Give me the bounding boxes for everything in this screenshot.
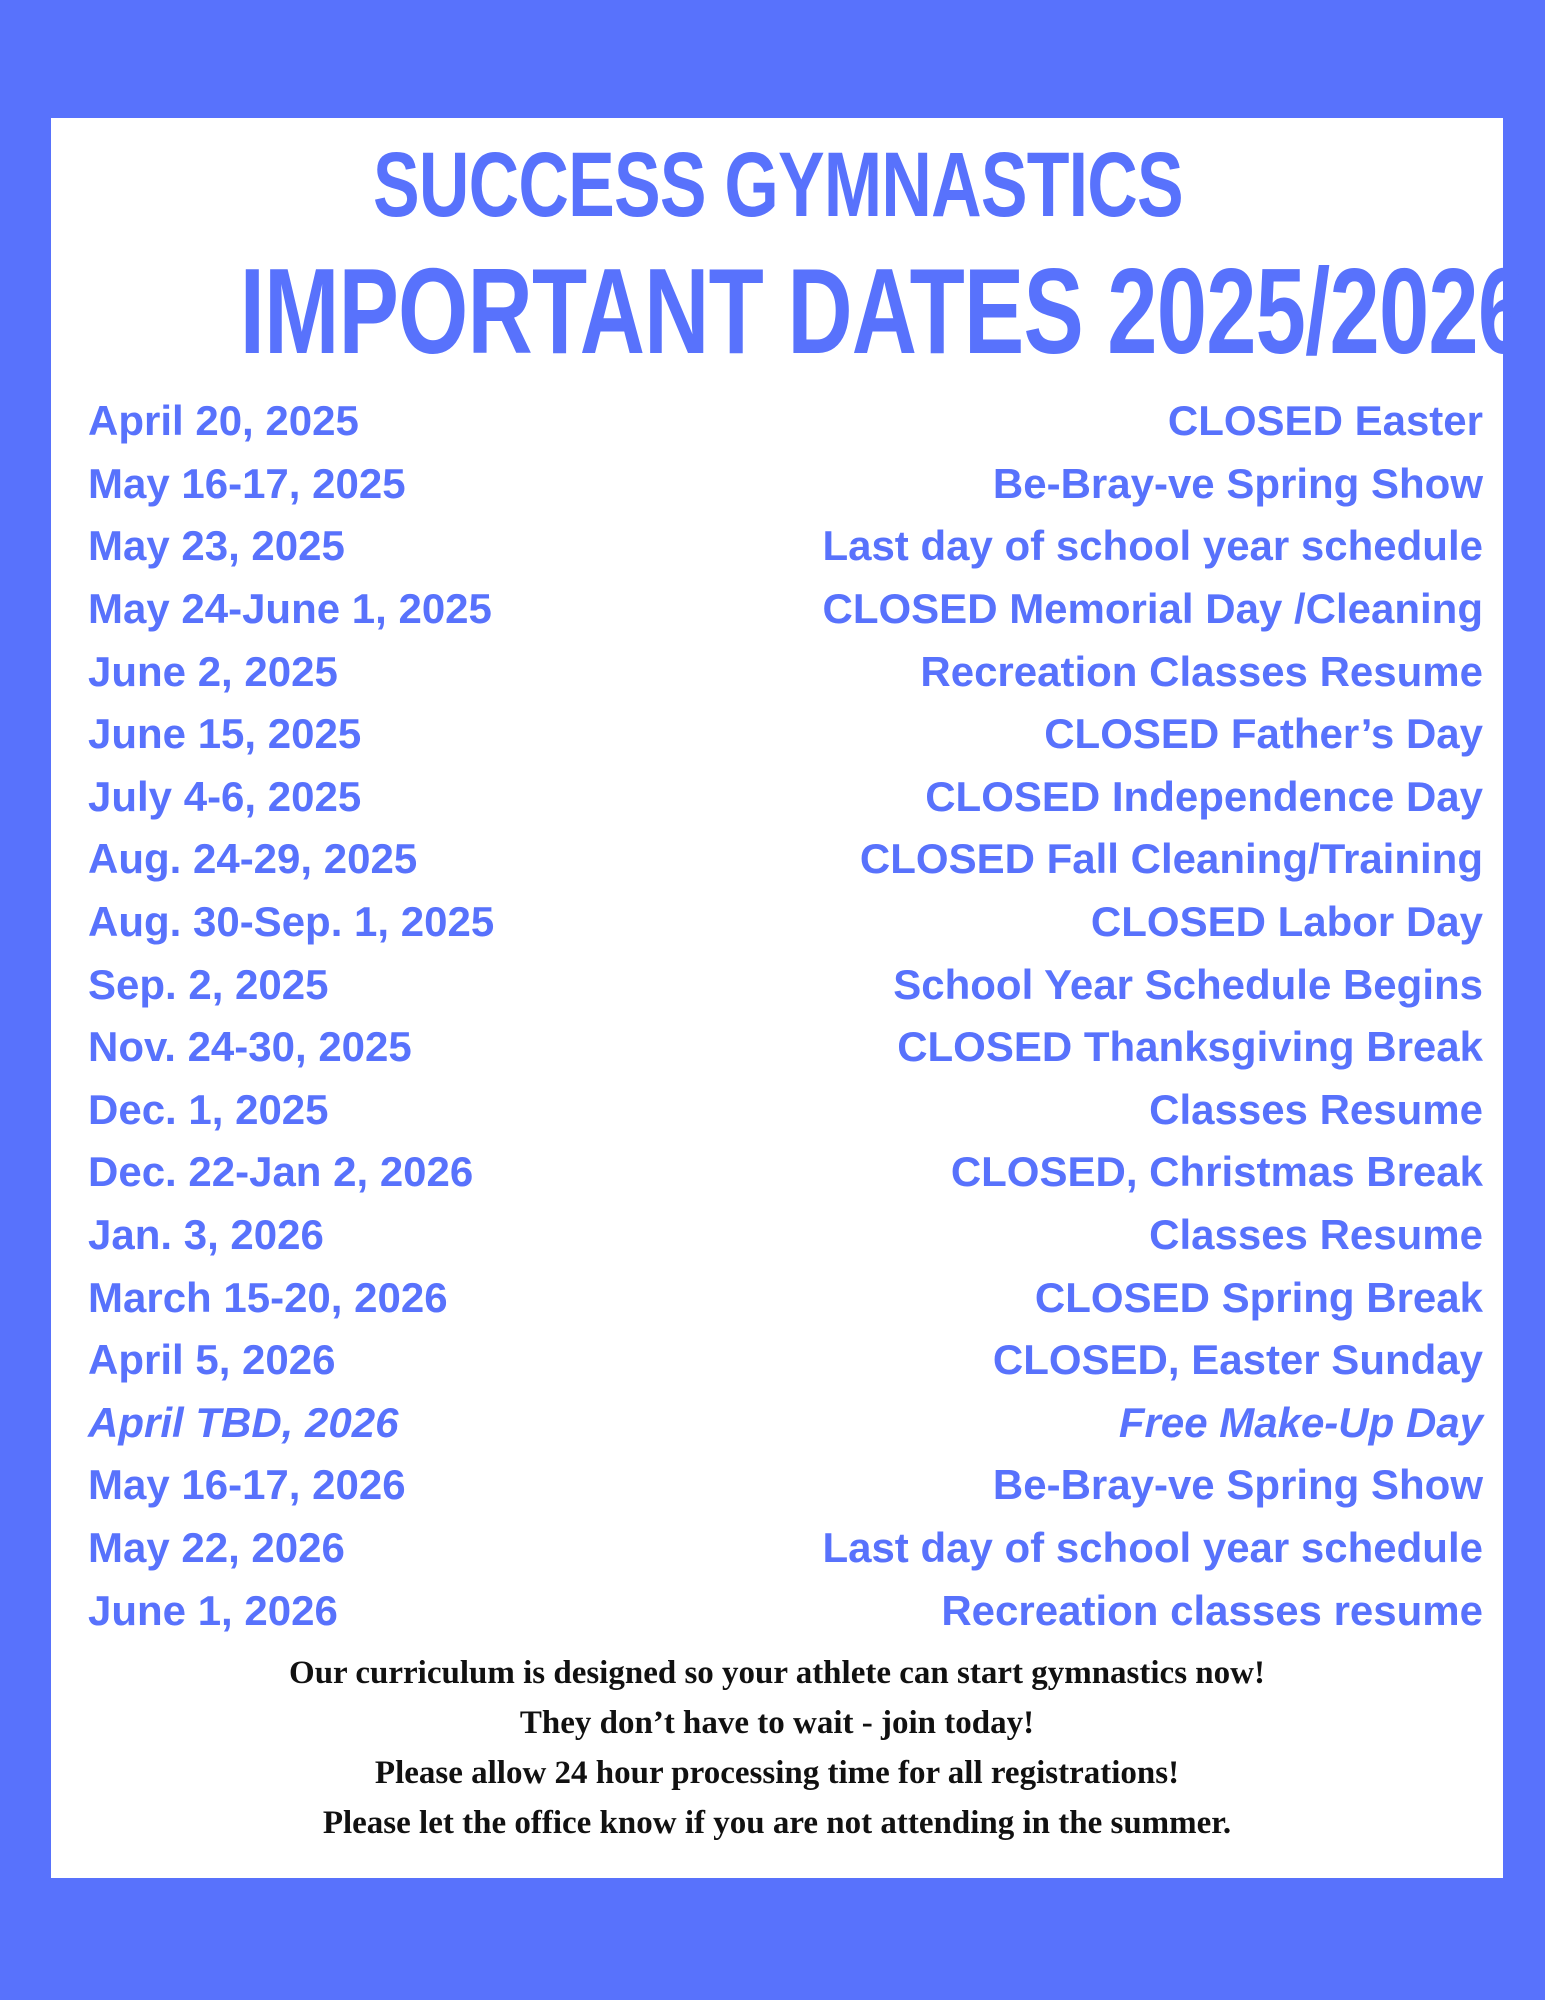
event-label: CLOSED, Easter Sunday [992,1336,1483,1384]
date-label: May 16-17, 2026 [88,1461,406,1509]
date-label: July 4-6, 2025 [88,772,362,820]
footer-line: Please let the office know if you are not attending in the summer. [322,1805,1232,1841]
date-label: April 20, 2025 [88,397,359,445]
event-label: CLOSED Labor Day [1090,898,1483,946]
date-label: Jan. 3, 2026 [88,1211,324,1259]
date-label: Aug. 24-29, 2025 [88,835,418,883]
event-label: Free Make-Up Day [1118,1398,1483,1446]
footer-line: Please allow 24 hour processing time for all registrations! [374,1755,1180,1791]
event-label: Be-Bray-ve Spring Show [992,459,1483,507]
date-row [88,1454,1483,1517]
footer-notes [51,1648,1503,1848]
date-label: April 5, 2026 [88,1336,336,1384]
event-label: CLOSED Thanksgiving Break [897,1023,1483,1071]
event-label: CLOSED Father’s Day [1044,710,1483,758]
date-row [88,1079,1483,1142]
date-label: June 2, 2025 [88,647,338,695]
brand-title: SUCCESS GYMNASTICS [372,134,1183,236]
event-label: CLOSED Memorial Day /Cleaning [822,585,1483,633]
date-row [88,1266,1483,1329]
date-label: May 24-June 1, 2025 [88,585,492,633]
date-label: May 23, 2025 [88,522,345,570]
date-row [88,578,1483,641]
event-label: Recreation classes resume [941,1586,1483,1634]
date-row [88,1392,1483,1455]
date-row [88,953,1483,1016]
date-row [88,1579,1483,1642]
footer-line: Our curriculum is designed so your athlete can start gymnastics now! [289,1655,1265,1691]
date-label: Sep. 2, 2025 [88,960,329,1008]
date-label: June 15, 2025 [88,710,362,758]
date-row [88,1329,1483,1392]
date-row [88,1016,1483,1079]
event-label: CLOSED Fall Cleaning/Training [859,835,1483,883]
event-label: CLOSED Spring Break [1034,1273,1483,1321]
content-panel [51,118,1528,1878]
date-label: Nov. 24-30, 2025 [88,1023,412,1071]
event-label: CLOSED, Christmas Break [950,1148,1483,1196]
date-row [88,390,1483,453]
dates-list [88,390,1483,1642]
event-label: School Year Schedule Begins [893,960,1483,1008]
date-row [88,703,1483,766]
date-row [88,1517,1483,1580]
event-label: CLOSED Easter [1167,397,1483,445]
event-label: Last day of school year schedule [822,522,1483,570]
date-row [88,891,1483,954]
date-row [88,1141,1483,1204]
event-label: Be-Bray-ve Spring Show [992,1461,1483,1509]
footer-line: They don’t have to wait - join today! [519,1705,1035,1741]
event-label: Last day of school year schedule [822,1523,1483,1571]
date-label: March 15-20, 2026 [88,1273,448,1321]
date-label: June 1, 2026 [88,1586,338,1634]
event-label: Classes Resume [1149,1211,1483,1259]
date-row [88,828,1483,891]
date-row [88,515,1483,578]
page-title: IMPORTANT DATES 2025/2026 [239,243,1528,379]
date-label: April TBD, 2026 [88,1398,399,1446]
date-label: May 16-17, 2025 [88,459,406,507]
date-label: Dec. 1, 2025 [88,1085,329,1133]
date-row [88,1204,1483,1267]
date-label: Dec. 22-Jan 2, 2026 [88,1148,474,1196]
event-label: Recreation Classes Resume [920,647,1483,695]
event-label: Classes Resume [1149,1085,1483,1133]
date-label: May 22, 2026 [88,1523,345,1571]
date-row [88,453,1483,516]
date-label: Aug. 30-Sep. 1, 2025 [88,898,495,946]
date-row [88,640,1483,703]
date-row [88,766,1483,829]
event-label: CLOSED Independence Day [925,772,1483,820]
